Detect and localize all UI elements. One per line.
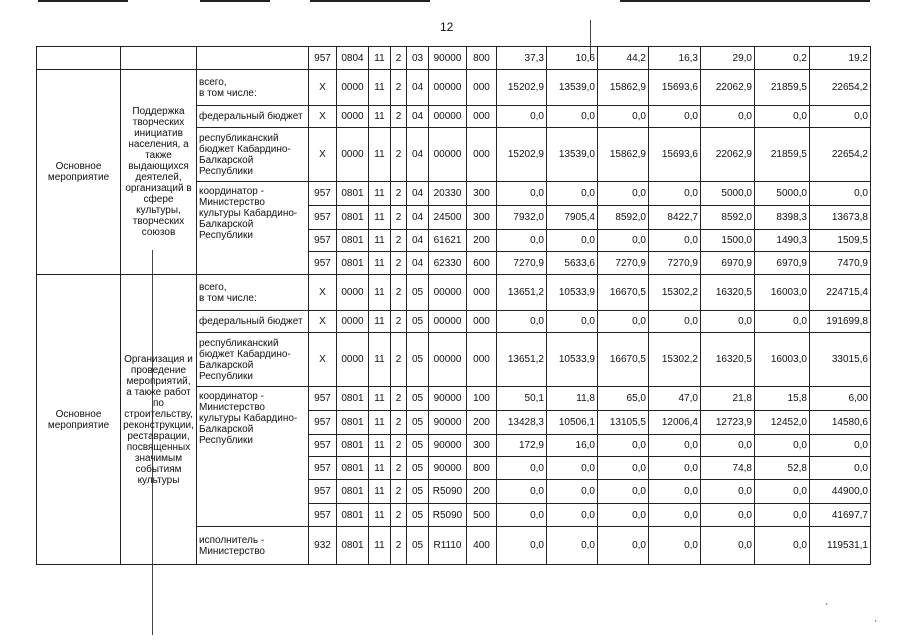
data-cell: 957	[309, 457, 337, 480]
data-cell: 0,0	[755, 527, 810, 565]
data-cell: 1490,3	[755, 230, 810, 252]
data-cell: 22062,9	[701, 128, 755, 182]
data-cell: 0,0	[598, 457, 649, 480]
data-cell: 05	[407, 411, 429, 435]
data-cell: 000	[467, 311, 497, 333]
data-cell: 90000	[429, 387, 467, 411]
coordinator-label: координатор - Министерство культуры Кабардино-Балкарской Республики	[197, 387, 309, 527]
data-cell: 11	[369, 182, 391, 206]
data-cell: 0801	[337, 527, 369, 565]
data-cell: 957	[309, 47, 337, 70]
scan-mark: ˋ	[874, 620, 878, 631]
data-cell: 15693,6	[649, 128, 701, 182]
data-cell: 11	[369, 230, 391, 252]
data-cell: 0,0	[497, 106, 547, 128]
data-cell: 16670,5	[598, 275, 649, 311]
data-cell: 05	[407, 504, 429, 527]
data-cell: 0,0	[547, 311, 598, 333]
data-cell: 13539,0	[547, 128, 598, 182]
data-cell: 957	[309, 480, 337, 504]
data-cell: 37,3	[497, 47, 547, 70]
data-cell: 200	[467, 230, 497, 252]
data-cell: 0801	[337, 206, 369, 230]
data-cell: 05	[407, 311, 429, 333]
data-cell: 13673,8	[810, 206, 871, 230]
data-cell: 16320,5	[701, 333, 755, 387]
data-cell: 05	[407, 527, 429, 565]
data-cell: 11	[369, 457, 391, 480]
data-cell: 300	[467, 182, 497, 206]
event-kind: Основное мероприятие	[37, 70, 121, 275]
data-cell: 41697,7	[810, 504, 871, 527]
row-label: республиканский бюджет Кабардино-Балкарской Республики	[197, 333, 309, 387]
data-cell: 90000	[429, 411, 467, 435]
data-cell: 11	[369, 504, 391, 527]
data-cell: 0,0	[810, 182, 871, 206]
data-cell: 0,0	[755, 311, 810, 333]
data-cell: 11	[369, 387, 391, 411]
data-cell: 0,0	[649, 480, 701, 504]
data-cell: 957	[309, 411, 337, 435]
data-cell: 0000	[337, 70, 369, 106]
table-row	[37, 47, 871, 70]
data-cell: 33015,6	[810, 333, 871, 387]
data-cell: 2	[391, 206, 407, 230]
data-cell: 8592,0	[598, 206, 649, 230]
top-rule	[38, 0, 128, 2]
scan-mark: ˋ	[825, 603, 829, 614]
data-cell: 44900,0	[810, 480, 871, 504]
data-cell: 957	[309, 182, 337, 206]
empty-cell	[37, 47, 121, 70]
data-cell: 200	[467, 411, 497, 435]
data-cell: 11	[369, 128, 391, 182]
data-cell: 0,0	[755, 480, 810, 504]
data-cell: 0,0	[598, 480, 649, 504]
data-cell: 0,0	[598, 182, 649, 206]
data-cell: 15202,9	[497, 128, 547, 182]
data-cell: 11	[369, 480, 391, 504]
data-cell: 05	[407, 275, 429, 311]
data-cell: 15302,2	[649, 275, 701, 311]
data-cell: 0,0	[497, 527, 547, 565]
data-cell: 0000	[337, 333, 369, 387]
data-cell: 8592,0	[701, 206, 755, 230]
data-cell: 0,0	[598, 230, 649, 252]
data-cell: 44,2	[598, 47, 649, 70]
data-cell: 172,9	[497, 435, 547, 457]
data-cell: 47,0	[649, 387, 701, 411]
data-cell: 0,0	[497, 311, 547, 333]
data-cell: 0,0	[701, 480, 755, 504]
data-cell: 0801	[337, 480, 369, 504]
data-cell: 22654,2	[810, 128, 871, 182]
data-cell: 0,0	[701, 504, 755, 527]
data-cell: 0,0	[598, 106, 649, 128]
data-cell: 800	[467, 47, 497, 70]
data-cell: 0,0	[547, 230, 598, 252]
row-label: всего, в том числе:	[197, 70, 309, 106]
executor-label: исполнитель - Министерство	[197, 527, 309, 565]
data-cell: 00000	[429, 128, 467, 182]
data-cell: 1509,5	[810, 230, 871, 252]
data-cell: 2	[391, 387, 407, 411]
data-cell: 00000	[429, 70, 467, 106]
data-cell: 04	[407, 70, 429, 106]
data-cell: 0804	[337, 47, 369, 70]
data-cell: 12006,4	[649, 411, 701, 435]
data-cell: 0,0	[701, 435, 755, 457]
data-cell: 000	[467, 106, 497, 128]
data-cell: 0801	[337, 504, 369, 527]
data-cell: 74,8	[701, 457, 755, 480]
data-cell: 2	[391, 435, 407, 457]
data-cell: 0,0	[649, 504, 701, 527]
empty-cell	[197, 47, 309, 70]
data-cell: 0000	[337, 275, 369, 311]
data-cell: 10506,1	[547, 411, 598, 435]
top-rule	[200, 0, 270, 2]
data-cell: 05	[407, 457, 429, 480]
data-cell: 13105,5	[598, 411, 649, 435]
data-cell: 21859,5	[755, 70, 810, 106]
data-cell: 0000	[337, 128, 369, 182]
data-cell: 0,0	[547, 527, 598, 565]
data-cell: 0,2	[755, 47, 810, 70]
data-cell: 2	[391, 106, 407, 128]
data-cell: 0,0	[598, 504, 649, 527]
data-cell: 11,8	[547, 387, 598, 411]
data-cell: 22654,2	[810, 70, 871, 106]
data-cell: 05	[407, 333, 429, 387]
data-cell: 0,0	[497, 504, 547, 527]
data-cell: 20330	[429, 182, 467, 206]
data-cell: 0,0	[547, 504, 598, 527]
data-cell: 0000	[337, 311, 369, 333]
data-cell: 0,0	[598, 435, 649, 457]
data-cell: 15,8	[755, 387, 810, 411]
data-cell: 0,0	[547, 480, 598, 504]
data-cell: 05	[407, 435, 429, 457]
data-cell: 0,0	[649, 106, 701, 128]
data-cell: 300	[467, 206, 497, 230]
data-cell: 400	[467, 527, 497, 565]
data-cell: 11	[369, 311, 391, 333]
data-cell: 300	[467, 435, 497, 457]
data-cell: 191699,8	[810, 311, 871, 333]
data-cell: 6,00	[810, 387, 871, 411]
data-cell: 65,0	[598, 387, 649, 411]
data-cell: 000	[467, 70, 497, 106]
data-cell: 2	[391, 311, 407, 333]
data-cell: 16003,0	[755, 333, 810, 387]
data-cell: 957	[309, 387, 337, 411]
data-cell: 0801	[337, 182, 369, 206]
data-cell: R5090	[429, 504, 467, 527]
data-cell: 16,3	[649, 47, 701, 70]
data-cell: 11	[369, 47, 391, 70]
data-cell: 00000	[429, 275, 467, 311]
data-cell: 00000	[429, 311, 467, 333]
data-cell: 2	[391, 128, 407, 182]
data-cell: 8398,3	[755, 206, 810, 230]
data-cell: 0,0	[701, 527, 755, 565]
data-cell: 29,0	[701, 47, 755, 70]
data-cell: 100	[467, 387, 497, 411]
empty-cell	[121, 47, 197, 70]
data-cell: 16320,5	[701, 275, 755, 311]
data-cell: X	[309, 311, 337, 333]
data-cell: 13539,0	[547, 70, 598, 106]
data-cell: 04	[407, 106, 429, 128]
data-cell: 932	[309, 527, 337, 565]
budget-table	[36, 46, 871, 565]
data-cell: 14580,6	[810, 411, 871, 435]
data-cell: 10533,9	[547, 333, 598, 387]
data-cell: 0,0	[649, 527, 701, 565]
data-cell: 05	[407, 387, 429, 411]
data-cell: 90000	[429, 435, 467, 457]
data-cell: 16,0	[547, 435, 598, 457]
data-cell: 04	[407, 230, 429, 252]
data-cell: 0,0	[598, 311, 649, 333]
row-label: федеральный бюджет	[197, 311, 309, 333]
data-cell: 52,8	[755, 457, 810, 480]
data-cell: 2	[391, 333, 407, 387]
data-cell: 19,2	[810, 47, 871, 70]
data-cell: 0,0	[755, 435, 810, 457]
data-cell: 1500,0	[701, 230, 755, 252]
data-cell: R5090	[429, 480, 467, 504]
data-cell: 11	[369, 206, 391, 230]
data-cell: 800	[467, 457, 497, 480]
data-cell: 04	[407, 128, 429, 182]
data-cell: 0,0	[810, 106, 871, 128]
data-cell: 04	[407, 182, 429, 206]
data-cell: 200	[467, 480, 497, 504]
data-cell: 11	[369, 333, 391, 387]
data-cell: 957	[309, 435, 337, 457]
data-cell: 00000	[429, 333, 467, 387]
data-cell: 0,0	[649, 230, 701, 252]
data-cell: 21,8	[701, 387, 755, 411]
data-cell: 0,0	[547, 182, 598, 206]
data-cell: 2	[391, 252, 407, 275]
data-cell: 16003,0	[755, 275, 810, 311]
data-cell: 000	[467, 333, 497, 387]
data-cell: 0,0	[497, 480, 547, 504]
data-cell: 0,0	[649, 457, 701, 480]
data-cell: 2	[391, 457, 407, 480]
top-rule	[310, 0, 430, 2]
data-cell: 2	[391, 411, 407, 435]
data-cell: 957	[309, 230, 337, 252]
data-cell: X	[309, 128, 337, 182]
data-cell: 8422,7	[649, 206, 701, 230]
data-cell: 11	[369, 106, 391, 128]
data-cell: 00000	[429, 106, 467, 128]
data-cell: 11	[369, 70, 391, 106]
data-cell: 16670,5	[598, 333, 649, 387]
data-cell: 5633,6	[547, 252, 598, 275]
data-cell: 2	[391, 230, 407, 252]
data-cell: 0,0	[649, 182, 701, 206]
data-cell: 15862,9	[598, 128, 649, 182]
data-cell: 22062,9	[701, 70, 755, 106]
data-cell: 11	[369, 275, 391, 311]
data-cell: 2	[391, 527, 407, 565]
data-cell: 13428,3	[497, 411, 547, 435]
data-cell: 2	[391, 275, 407, 311]
data-cell: 7470,9	[810, 252, 871, 275]
data-cell: 0,0	[701, 106, 755, 128]
table-row	[37, 70, 871, 106]
data-cell: 7932,0	[497, 206, 547, 230]
data-cell: 0,0	[598, 527, 649, 565]
data-cell: 2	[391, 47, 407, 70]
data-cell: X	[309, 70, 337, 106]
data-cell: X	[309, 106, 337, 128]
data-cell: 957	[309, 206, 337, 230]
data-cell: 10533,9	[547, 275, 598, 311]
data-cell: 11	[369, 527, 391, 565]
table-row	[37, 275, 871, 311]
data-cell: 0801	[337, 435, 369, 457]
data-cell: 62330	[429, 252, 467, 275]
data-cell: 13651,2	[497, 275, 547, 311]
data-cell: 957	[309, 504, 337, 527]
data-cell: 50,1	[497, 387, 547, 411]
data-cell: 224715,4	[810, 275, 871, 311]
data-cell: 000	[467, 275, 497, 311]
data-cell: 600	[467, 252, 497, 275]
data-cell: 11	[369, 252, 391, 275]
data-cell: 05	[407, 480, 429, 504]
data-cell: 0801	[337, 387, 369, 411]
data-cell: 04	[407, 252, 429, 275]
event-kind: Основное мероприятие	[37, 275, 121, 565]
data-cell: 0,0	[547, 106, 598, 128]
data-cell: 0,0	[810, 435, 871, 457]
data-cell: R1110	[429, 527, 467, 565]
data-cell: 0,0	[497, 457, 547, 480]
data-cell: 0801	[337, 457, 369, 480]
data-cell: 0801	[337, 411, 369, 435]
data-cell: 61621	[429, 230, 467, 252]
data-cell: 119531,1	[810, 527, 871, 565]
data-cell: 957	[309, 252, 337, 275]
data-cell: X	[309, 333, 337, 387]
data-cell: 000	[467, 128, 497, 182]
row-label: республиканский бюджет Кабардино-Балкарской Республики	[197, 128, 309, 182]
data-cell: 90000	[429, 47, 467, 70]
data-cell: 2	[391, 182, 407, 206]
data-cell: 10,6	[547, 47, 598, 70]
data-cell: 2	[391, 504, 407, 527]
data-cell: 6970,9	[755, 252, 810, 275]
data-cell: 24500	[429, 206, 467, 230]
data-cell: 0,0	[755, 504, 810, 527]
page-number: 12	[440, 20, 454, 34]
data-cell: 0,0	[497, 230, 547, 252]
data-cell: 0801	[337, 252, 369, 275]
data-cell: 15862,9	[598, 70, 649, 106]
data-cell: 5000,0	[755, 182, 810, 206]
data-cell: 0,0	[649, 311, 701, 333]
data-cell: 0,0	[810, 457, 871, 480]
data-cell: 500	[467, 504, 497, 527]
data-cell: X	[309, 275, 337, 311]
data-cell: 11	[369, 435, 391, 457]
data-cell: 5000,0	[701, 182, 755, 206]
data-cell: 0801	[337, 230, 369, 252]
row-label: всего, в том числе:	[197, 275, 309, 311]
data-cell: 04	[407, 206, 429, 230]
event-name: Поддержка творческих инициатив населения, а также выдающихся деятелей, организаций в сфере культуры, творческих союзов	[121, 70, 197, 275]
data-cell: 03	[407, 47, 429, 70]
data-cell: 15202,9	[497, 70, 547, 106]
data-cell: 7270,9	[649, 252, 701, 275]
data-cell: 0000	[337, 106, 369, 128]
data-cell: 6970,9	[701, 252, 755, 275]
data-cell: 12452,0	[755, 411, 810, 435]
data-cell: 0,0	[649, 435, 701, 457]
data-cell: 7270,9	[598, 252, 649, 275]
coordinator-label: координатор - Министерство культуры Кабардино-Балкарской Республики	[197, 182, 309, 275]
data-cell: 0,0	[547, 457, 598, 480]
event-name: Организация и проведение мероприятий, а также работ по строительству, реконструкции, реставрации, посвященных значимым событиям культуры	[121, 275, 197, 565]
data-cell: 7270,9	[497, 252, 547, 275]
data-cell: 90000	[429, 457, 467, 480]
data-cell: 0,0	[755, 106, 810, 128]
data-cell: 2	[391, 70, 407, 106]
data-cell: 11	[369, 411, 391, 435]
data-cell: 7905,4	[547, 206, 598, 230]
data-cell: 15302,2	[649, 333, 701, 387]
top-rule	[620, 0, 870, 2]
data-cell: 21859,5	[755, 128, 810, 182]
data-cell: 0,0	[701, 311, 755, 333]
data-cell: 13651,2	[497, 333, 547, 387]
data-cell: 15693,6	[649, 70, 701, 106]
data-cell: 12723,9	[701, 411, 755, 435]
data-cell: 0,0	[497, 182, 547, 206]
data-cell: 2	[391, 480, 407, 504]
row-label: федеральный бюджет	[197, 106, 309, 128]
